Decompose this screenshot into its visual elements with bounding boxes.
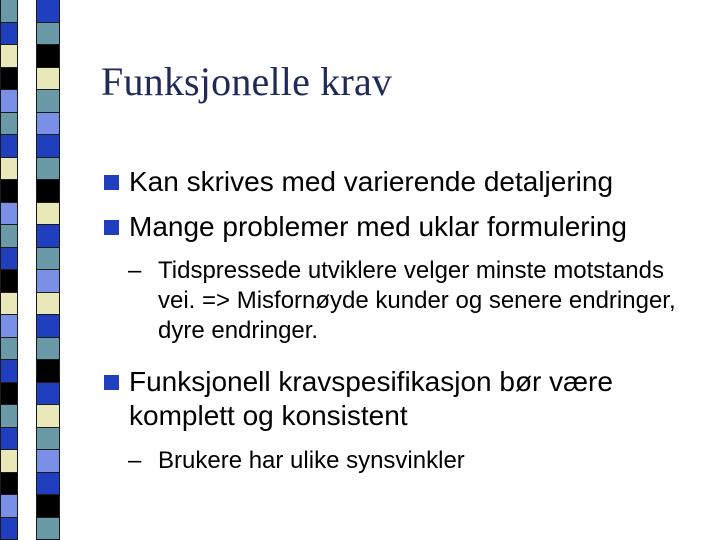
stripe-block — [0, 0, 18, 23]
stripe-block — [36, 473, 60, 496]
stripe-block — [36, 495, 60, 518]
stripe-block — [0, 225, 18, 248]
stripe-block — [36, 203, 60, 226]
stripe-block — [36, 45, 60, 68]
bullet-text: Mange problemer med uklar formulering — [129, 211, 627, 242]
stripe-block — [36, 68, 60, 91]
bullet-item — [104, 365, 704, 433]
sub-bullet-item — [128, 256, 688, 346]
bullet-text: Kan skrives med varierende detaljering — [129, 166, 614, 197]
stripe-block — [36, 158, 60, 181]
stripe-block — [0, 180, 18, 203]
stripe-block — [36, 23, 60, 46]
sub-bullet-item — [128, 446, 688, 476]
sub-bullet-dash: – — [128, 447, 142, 474]
stripe-block — [36, 225, 60, 248]
bullet-square-icon — [104, 175, 119, 190]
stripe-block — [36, 180, 60, 203]
stripe-block — [36, 360, 60, 383]
bullet-text: Funksjonell kravspesifikasjon bør være komplett og konsistent — [129, 366, 613, 431]
stripe-block — [0, 293, 18, 316]
stripe-block — [0, 405, 18, 428]
stripe-block — [36, 518, 60, 540]
stripe-block — [0, 45, 18, 68]
stripe-block — [36, 293, 60, 316]
stripe-block — [36, 450, 60, 473]
stripe-block — [36, 315, 60, 338]
stripe-column-inner — [36, 0, 60, 540]
stripe-block — [0, 23, 18, 46]
stripe-block — [36, 248, 60, 271]
stripe-block — [0, 90, 18, 113]
stripe-block — [0, 135, 18, 158]
stripe-column-outer — [0, 0, 18, 540]
stripe-block — [0, 495, 18, 518]
sub-bullet-dash: – — [128, 257, 142, 284]
stripe-block — [36, 383, 60, 406]
decorative-stripe — [0, 0, 68, 540]
stripe-block — [0, 473, 18, 496]
stripe-block — [0, 383, 18, 406]
slide-title: Funksjonelle krav — [101, 59, 393, 104]
stripe-block — [36, 0, 60, 23]
stripe-block — [0, 270, 18, 293]
bullet-item — [104, 210, 704, 244]
stripe-block — [0, 338, 18, 361]
stripe-block — [36, 135, 60, 158]
stripe-block — [0, 113, 18, 136]
bullet-square-icon — [104, 220, 119, 235]
stripe-block — [0, 360, 18, 383]
stripe-block — [0, 315, 18, 338]
sub-bullet-text: Tidspressede utviklere velger minste motstands vei. => Misfornøyde kunder og senere endringer, dyre endringer. — [158, 257, 676, 344]
stripe-block — [36, 113, 60, 136]
stripe-block — [0, 203, 18, 226]
stripe-block — [36, 338, 60, 361]
stripe-block — [36, 405, 60, 428]
sub-bullet-text: Brukere har ulike synsvinkler — [158, 447, 465, 474]
stripe-block — [36, 90, 60, 113]
stripe-block — [0, 158, 18, 181]
stripe-block — [0, 450, 18, 473]
stripe-block — [36, 428, 60, 451]
bullet-square-icon — [104, 375, 119, 390]
stripe-block — [0, 248, 18, 271]
stripe-block — [0, 428, 18, 451]
stripe-block — [0, 518, 18, 540]
bullet-item — [104, 165, 704, 199]
stripe-block — [0, 68, 18, 91]
stripe-block — [36, 270, 60, 293]
